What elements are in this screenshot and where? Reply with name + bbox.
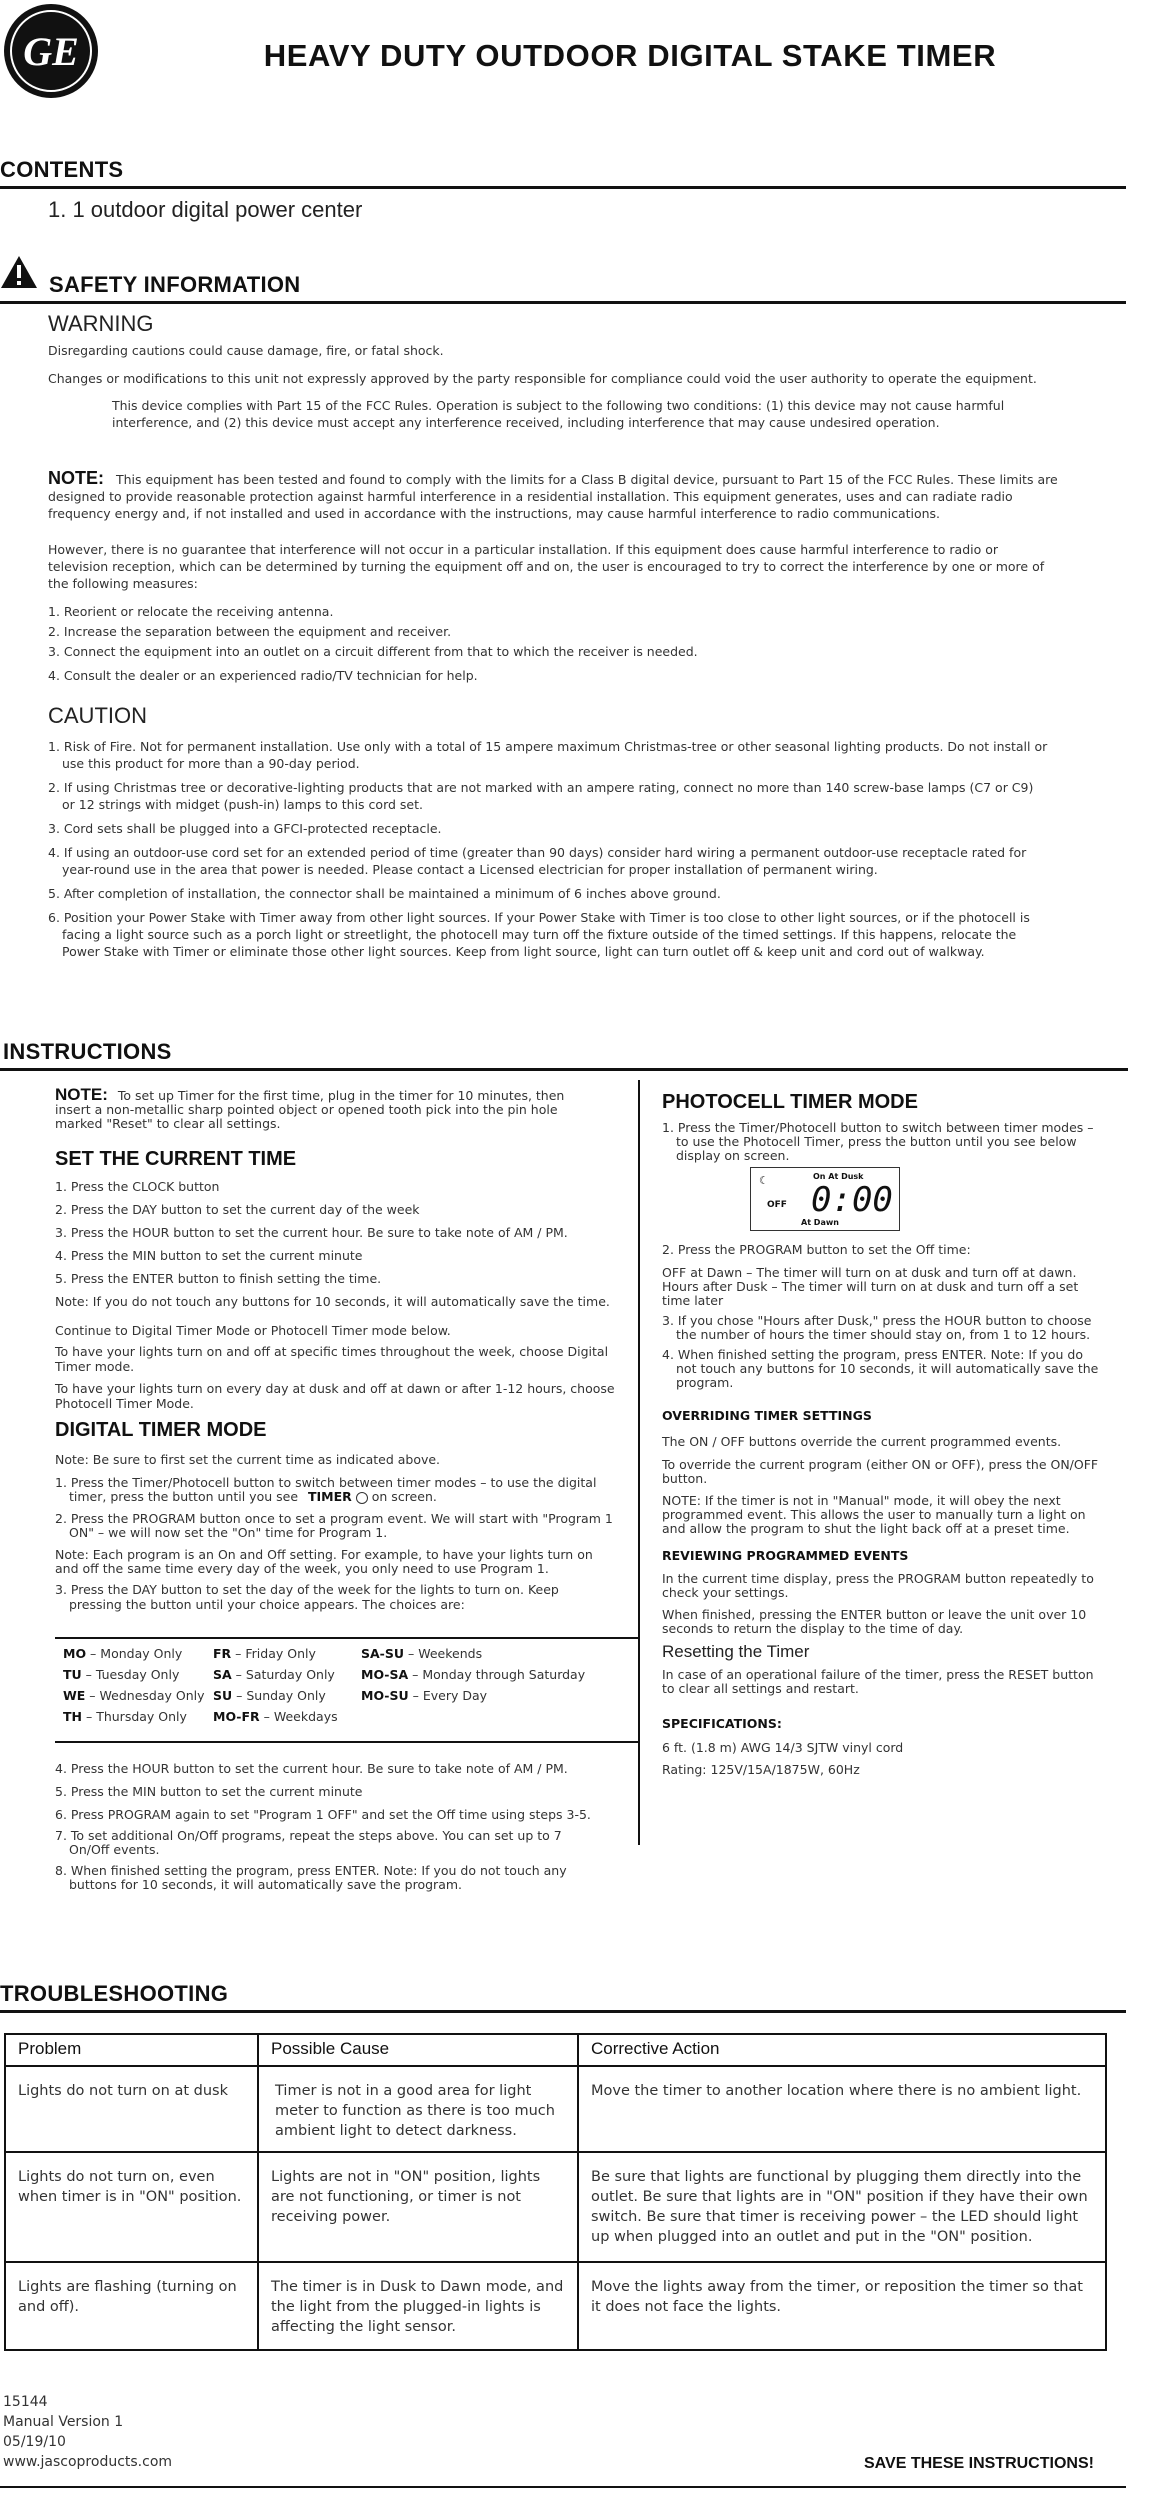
note-paragraph [48, 470, 1058, 522]
note-label: NOTE: [48, 468, 104, 488]
set-time-steps [55, 1178, 615, 1411]
column-header: Problem [5, 2034, 258, 2066]
digital-choice-text: To have your lights turn on and off at specific times throughout the week, choose Digital Timer mode. [55, 1344, 609, 1374]
list-item: 8. When finished setting the program, press ENTER. Note: If you do not touch any buttons for 10 seconds, it will automatically save the program. [55, 1863, 567, 1892]
list-item: 5. After completion of installation, the connector shall be maintained a minimum of 6 inches above ground. [48, 886, 721, 901]
warning-text: Changes or modifications to this unit not expressly approved by the party responsible for compliance could void the user authority to operate the equipment. [48, 371, 1037, 386]
measures-list [48, 603, 1088, 684]
list-item: 7. To set additional On/Off programs, repeat the steps above. You can set up to 7 On/Off events. [55, 1828, 562, 1857]
table-row: TH – Thursday Only MO-FR – Weekdays [63, 1709, 338, 1724]
digital-timer-title: DIGITAL TIMER MODE [55, 1419, 267, 1441]
list-item: 6. Position your Power Stake with Timer away from other light sources. If your Power Stake with Timer is too close to other light sources, or if the photocell is facing a light source such as a porch light or streetlight, the photocell may turn off the fixture outside of the timed settings. If this happens, relocate the Power Stake with Timer or eliminate those other light sources. Keep from light source, light can turn outlet off & keep unit and cord out of walkway. [48, 910, 1030, 959]
table-row: MO – Monday Only FR – Friday Only SA-SU – Weekends [63, 1646, 483, 1661]
display-at-dusk: On At Dusk [813, 1172, 864, 1181]
footer-info [3, 2392, 172, 2472]
table-row [5, 2262, 1106, 2350]
note-label: NOTE: [55, 1085, 108, 1104]
contents-heading: CONTENTS [0, 157, 124, 182]
fcc-text: This device complies with Part 15 of the FCC Rules. Operation is subject to the following two conditions: (1) this device may not cause harmful interference, and (2) this device must accept any interference received, including interference that may cause undesired operation. [112, 398, 1005, 430]
table-header-row [5, 2034, 1106, 2066]
timer-display [750, 1167, 900, 1231]
table-cell: Timer is not in a good area for light meter to function as there is too much ambient light to detect darkness. [258, 2066, 578, 2152]
save-instructions: SAVE THESE INSTRUCTIONS! [864, 2455, 1094, 2472]
troubleshooting-table [4, 2033, 1107, 2351]
review-title: REVIEWING PROGRAMMED EVENTS [662, 1548, 909, 1563]
display-time: 0:00 [811, 1180, 893, 1220]
list-item: 1. Risk of Fire. Not for permanent installation. Use only with a total of 15 ampere maximum Christmas-tree or other seasonal lighting products. Do not install or use this product for more than a 90-day period. [48, 739, 1048, 771]
table-cell: Lights are flashing (turning on and off). [5, 2262, 258, 2350]
list-item: 1. Reorient or relocate the receiving antenna. [48, 604, 334, 619]
continue-text: Continue to Digital Timer Mode or Photocell Timer mode below. [55, 1323, 451, 1338]
list-item: 3. Press the HOUR button to set the current hour. Be sure to take note of AM / PM. [55, 1225, 568, 1240]
list-item: 5. Press the ENTER button to finish setting the time. [55, 1271, 382, 1286]
display-off: OFF [767, 1200, 787, 1210]
digital-note: Note: Be sure to first set the current time as indicated above. [55, 1452, 441, 1467]
photocell-off-text: OFF at Dawn – The timer will turn on at dusk and turn off at dawn. Hours after Dusk – The timer will turn on at dusk and turn off a set time later [662, 1265, 1079, 1308]
table-cell: Move the lights away from the timer, or reposition the timer so that it does not face the lights. [578, 2262, 1106, 2350]
divider [0, 2486, 1126, 2488]
table-row: WE – Wednesday Only SU – Sunday Only MO-SU – Every Day [63, 1688, 488, 1703]
timer-label: TIMER [308, 1489, 352, 1504]
list-item: 4. Press the MIN button to set the current minute [55, 1248, 363, 1263]
list-item: 1. Press the Timer/Photocell button to switch between timer modes – to use the digital timer, press the button until you see TIMER on screen. [55, 1475, 597, 1504]
table-cell: Be sure that lights are functional by plugging them directly into the outlet. Be sure that lights are in "ON" position if they have their own switch. Be sure that timer is receiving power – the LED should light up when plugged into an outlet and put in the "ON" position. [578, 2152, 1106, 2262]
table-cell: Lights do not turn on at dusk [5, 2066, 258, 2152]
table-row: TU – Tuesday Only SA – Saturday Only MO-SA – Monday through Saturday [63, 1667, 586, 1682]
list-item: 4. Consult the dealer or an experienced radio/TV technician for help. [48, 668, 478, 683]
list-item: 2. Press the DAY button to set the current day of the week [55, 1202, 420, 1217]
set-time-note: Note: If you do not touch any buttons for 10 seconds, it will automatically save the time. [55, 1294, 610, 1309]
table-cell: Lights are not in "ON" position, lights are not functioning, or timer is not receiving power. [258, 2152, 578, 2262]
list-item: 5. Press the MIN button to set the current minute [55, 1784, 363, 1799]
reset-text: In case of an operational failure of the timer, press the RESET button to clear all settings and restart. [662, 1667, 1094, 1696]
days-table [59, 1643, 589, 1727]
safety-heading: SAFETY INFORMATION [49, 272, 301, 297]
divider [0, 2010, 1126, 2013]
caution-list [48, 738, 1048, 967]
manual-date: 05/19/10 [3, 2434, 66, 2450]
list-item: 1. Press the CLOCK button [55, 1179, 220, 1194]
list-item: 3. If you chose "Hours after Dusk," press the HOUR button to choose the number of hours the timer should stay on, from 1 to 12 hours. [662, 1313, 1092, 1342]
table-row [5, 2066, 1106, 2152]
set-time-title: SET THE CURRENT TIME [55, 1148, 297, 1170]
however-text: However, there is no guarantee that interference will not occur in a particular installation. If this equipment does cause harmful interference to radio or television reception, which can be determined by turning the equipment off and on, the user is encouraged to try to correct the interference by one or more of the following measures: [48, 542, 1045, 591]
specs-line: 6 ft. (1.8 m) AWG 14/3 SJTW vinyl cord [662, 1740, 904, 1755]
table-row [5, 2152, 1106, 2262]
list-item: 2. Press the PROGRAM button once to set a program event. We will start with "Program 1 ON" – we will now set the "On" time for Program 1. [55, 1511, 613, 1540]
divider [0, 186, 1126, 189]
override-title: OVERRIDING TIMER SETTINGS [662, 1408, 872, 1423]
instructions-heading: INSTRUCTIONS [3, 1039, 172, 1064]
list-item: 6. Press PROGRAM again to set "Program 1 OFF" and set the Off time using steps 3-5. [55, 1807, 591, 1822]
photocell-title: PHOTOCELL TIMER MODE [662, 1091, 918, 1113]
days-box [55, 1637, 640, 1743]
digital-timer-steps-after [55, 1760, 595, 1892]
list-item: 4. When finished setting the program, press ENTER. Note: If you do not touch any buttons for 10 seconds, it will automatically save the program. [662, 1347, 1099, 1390]
website: www.jascoproducts.com [3, 2454, 173, 2470]
review-text: When finished, pressing the ENTER button or leave the unit over 10 seconds to return the display to the time of day. [662, 1607, 1087, 1636]
list-item: 3. Connect the equipment into an outlet on a circuit different from that to which the receiver is needed. [48, 644, 698, 659]
column-header: Corrective Action [578, 2034, 1106, 2066]
list-item: 3. Press the DAY button to set the day of the week for the lights to turn on. Keep pressing the button until your choice appears. The choices are: [55, 1582, 559, 1612]
digital-timer-steps [55, 1451, 615, 1612]
list-item: 2. If using Christmas tree or decorative-lighting products that are not marked with an ampere rating, connect no more than 140 screw-base lamps (C7 or C9) or 12 strings with midget (push-in) lamps to this cord set. [48, 780, 1034, 812]
ge-logo [2, 2, 100, 100]
table-cell: The timer is in Dusk to Dawn mode, and the light from the plugged-in lights is affecting the light sensor. [258, 2262, 578, 2350]
photocell-choice-text: To have your lights turn on every day at dusk and off at dawn or after 1-12 hours, choose Photocell Timer Mode. [55, 1381, 615, 1411]
warning-text: Disregarding cautions could cause damage, fire, or fatal shock. [48, 343, 444, 358]
digital-note-2: Note: Each program is an On and Off setting. For example, to have your lights turn on and off the same time every day of the week, you only need to use Program 1. [55, 1547, 593, 1576]
review-text: In the current time display, press the PROGRAM button repeatedly to check your settings. [662, 1571, 1094, 1600]
warning-triangle-icon [0, 255, 38, 289]
svg-text:GE: GE [23, 29, 79, 74]
list-item: 2. Increase the separation between the equipment and receiver. [48, 624, 452, 639]
column-divider [638, 1080, 640, 1845]
note-text: To set up Timer for the first time, plug in the timer for 10 minutes, then insert a non-metallic sharp pointed object or opened tooth pick into the pin hole marked "Reset" to clear all settings. [55, 1088, 565, 1131]
override-text: To override the current program (either ON or OFF), press the ON/OFF button. [662, 1457, 1099, 1486]
caution-title: CAUTION [48, 703, 147, 728]
table-cell: Move the timer to another location where there is no ambient light. [578, 2066, 1106, 2152]
display-at-dawn: At Dawn [801, 1218, 839, 1227]
manual-version: Manual Version 1 [3, 2414, 124, 2430]
contents-item: 1. 1 outdoor digital power center [48, 197, 363, 222]
list-item: 2. Press the PROGRAM button to set the Off time: [662, 1242, 971, 1257]
divider [0, 301, 1126, 304]
troubleshooting-heading: TROUBLESHOOTING [0, 1981, 229, 2006]
list-item: 1. Press the Timer/Photocell button to switch between timer modes – to use the Photocell Timer, press the button until you see below display on screen. [662, 1120, 1094, 1163]
specs-title: SPECIFICATIONS: [662, 1716, 782, 1731]
model-number: 15144 [3, 2394, 48, 2410]
column-header: Possible Cause [258, 2034, 578, 2066]
override-note: NOTE: If the timer is not in "Manual" mode, it will obey the next programmed event. This allows the user to manually turn a light on and allow the program to shut the light back off at a preset time. [662, 1493, 1086, 1536]
table-cell: Lights do not turn on, even when timer is in "ON" position. [5, 2152, 258, 2262]
document-title: HEAVY DUTY OUTDOOR DIGITAL STAKE TIMER [263, 38, 997, 73]
moon-icon: ☾ [759, 1174, 769, 1187]
note-text: This equipment has been tested and found to comply with the limits for a Class B digital device, pursuant to Part 15 of the FCC Rules. These limits are designed to provide reasonable protection against harmful interference in a residential installation. This equipment generates, uses and can radiate radio frequency energy and, if not installed and used in accordance with the instructions, may cause harmful interference to radio communications. [48, 472, 1058, 521]
photocell-steps [662, 1241, 1102, 1778]
reset-title: Resetting the Timer [662, 1642, 810, 1661]
warning-title: WARNING [48, 311, 154, 336]
list-item: 4. If using an outdoor-use cord set for an extended period of time (greater than 90 days) consider hard wiring a permanent outdoor-use receptacle rated for year-round use in the area that power is needed. Please contact a Licensed electrician for proper installation of permanent wiring. [48, 845, 1027, 877]
list-item: 3. Cord sets shall be plugged into a GFCI-protected receptacle. [48, 821, 442, 836]
clock-icon [356, 1492, 368, 1504]
specs-line: Rating: 125V/15A/1875W, 60Hz [662, 1762, 860, 1777]
divider [0, 1068, 1128, 1071]
override-text: The ON / OFF buttons override the current programmed events. [662, 1434, 1062, 1449]
instructions-note [55, 1085, 595, 1131]
list-item: 4. Press the HOUR button to set the current hour. Be sure to take note of AM / PM. [55, 1761, 568, 1776]
